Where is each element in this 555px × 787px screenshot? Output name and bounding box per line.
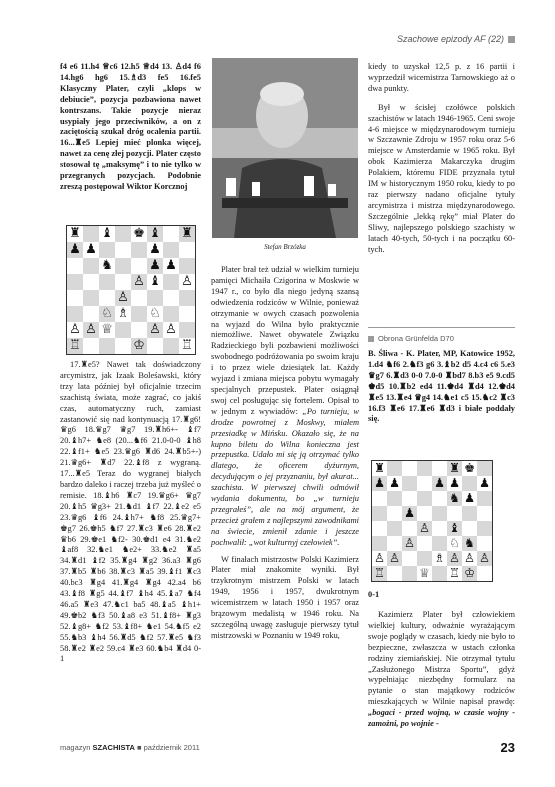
black-king-icon: ♚ <box>133 226 145 242</box>
board-square <box>432 506 447 521</box>
white-rook-icon: ♖ <box>448 566 461 581</box>
board-square <box>99 306 115 322</box>
board-square <box>83 258 99 274</box>
board-square <box>402 506 417 521</box>
board-square <box>115 338 131 354</box>
black-rook-icon: ♜ <box>373 461 386 476</box>
black-bishop-icon: ♝ <box>149 274 161 290</box>
header-title: Szachowe epizody AF (22) <box>396 34 504 44</box>
board-square <box>83 290 99 306</box>
board-square <box>477 506 492 521</box>
page-number: 23 <box>500 740 515 755</box>
board-square <box>131 290 147 306</box>
board-square <box>462 566 477 581</box>
board-square <box>417 476 432 491</box>
board-square <box>83 226 99 242</box>
board-square <box>131 226 147 242</box>
black-rook-icon: ♜ <box>181 226 193 242</box>
white-pawn-icon: ♙ <box>133 274 145 290</box>
board-square <box>67 290 83 306</box>
board-square <box>115 242 131 258</box>
board-square <box>432 461 447 476</box>
white-rook-icon: ♖ <box>69 338 81 354</box>
black-pawn-icon: ♟ <box>373 476 386 491</box>
board-square <box>477 536 492 551</box>
col2-para2: W finałach mistrzostw Polski Kazimierz Plater miał znakomite wyniki. Był trzykrotnym mistrzem Polski w latach 1949, 1956 i 1957, dwukrotnym wicemistrzem w latach 1950 i 1957 oraz brązowym medalistą w 1946 roku. Na szczególną uwagę zasługuje pierwszy tytuł mistrzowski w Poznaniu w 1949 roku, <box>211 554 359 640</box>
col2-para1 <box>211 265 359 549</box>
footer-issue: październik 2011 <box>143 743 200 752</box>
board-square <box>447 521 462 536</box>
col3-para2: Był w ścisłej czołówce polskich szachistów w latach 1946-1965. Ceni swoje 4-6 miejsce w międzynarodowym turnieju w Szczawnie Zdroju w 1957 roku oraz 5-6 miejsce w Amsterdamie w 1965 roku. Był obok Kazimierza Makarczyka drugim Polakiem, któremu FIDE przyznała tytuł IM w historycznym 1950 roku, kiedy to po raz pierwszy nadano oficjalne tytuły arcymistrza i mistrza międzynarodowego. Szczególnie „lekką rękę” miał Plater do Sliwy, najlepszego polskiego szachisty w latach 40-tych, 50-tych i na początku 60-tych. <box>368 102 515 254</box>
board-square <box>163 322 179 338</box>
white-knight-icon: ♘ <box>448 536 461 551</box>
board-square <box>417 536 432 551</box>
footer-magazine: magazyn SZACHISTA ■ październik 2011 <box>60 743 200 752</box>
black-knight-icon: ♞ <box>463 536 476 551</box>
col3-para3 <box>368 610 515 730</box>
board-square <box>163 338 179 354</box>
white-king-icon: ♔ <box>133 338 145 354</box>
black-rook-icon: ♜ <box>69 226 81 242</box>
black-pawn-icon: ♟ <box>69 242 81 258</box>
board-square <box>462 521 477 536</box>
board-square <box>67 226 83 242</box>
board-square <box>387 521 402 536</box>
page-footer <box>60 740 515 755</box>
header-square-icon <box>508 36 515 43</box>
board-square <box>99 274 115 290</box>
col2-para1-text: Plater brał też udział w wielkim turnieju pamięci Michaiła Czigorina w Moskwie w 1947 r., co było dla niego jedyną szansą odwiedzenia rodziców w Wilnie, ponieważ otrzymanie w owych czasach pozwolenia na wyjazd do Wilna było praktycznie niemożliwe. Nawet obywatele Związku Radzieckiego byli pozbawieni możliwości swobodnego podróżowania po swoim kraju i to przez wiele dziesiątek lat. Każdy wyjazd i zmiana miejsca pobytu wymagały specjalnych przepustek. Plater osiągnął swoj cel posługując się fortelem. Opisał to w jednym z wywiadów: <box>211 265 359 416</box>
white-rook-icon: ♖ <box>181 338 193 354</box>
column-3-top <box>368 62 515 255</box>
board-square <box>372 551 387 566</box>
col3-para3-quote: „bogaci - przed wojną, w czasie wojny - zamożni, po wojnie - <box>368 708 515 729</box>
white-pawn-icon: ♙ <box>418 521 431 536</box>
white-pawn-icon: ♙ <box>373 551 386 566</box>
board-square <box>432 521 447 536</box>
column-1-bottom <box>60 360 201 665</box>
board-square <box>179 226 195 242</box>
board-square <box>131 258 147 274</box>
game-result: 0-1 <box>368 590 380 599</box>
board-square <box>462 506 477 521</box>
board-square <box>115 274 131 290</box>
board-square <box>179 258 195 274</box>
black-pawn-icon: ♟ <box>433 476 446 491</box>
black-pawn-icon: ♟ <box>478 476 491 491</box>
black-pawn-icon: ♟ <box>149 242 161 258</box>
board-square <box>131 306 147 322</box>
black-knight-icon: ♞ <box>101 258 113 274</box>
board-square <box>447 491 462 506</box>
white-pawn-icon: ♙ <box>448 551 461 566</box>
white-pawn-icon: ♙ <box>181 274 193 290</box>
board-square <box>163 290 179 306</box>
player-photo <box>212 58 358 238</box>
board-square <box>387 551 402 566</box>
board-square <box>147 322 163 338</box>
board-square <box>372 536 387 551</box>
board-square <box>402 491 417 506</box>
board-square <box>99 322 115 338</box>
board-square <box>163 306 179 322</box>
board-square <box>115 226 131 242</box>
board-square <box>432 536 447 551</box>
board-square <box>83 322 99 338</box>
board-square <box>387 491 402 506</box>
black-pawn-icon: ♟ <box>85 242 97 258</box>
board-square <box>147 290 163 306</box>
board-square <box>67 306 83 322</box>
board-square <box>417 566 432 581</box>
board-square <box>147 306 163 322</box>
board-square <box>432 566 447 581</box>
white-pawn-icon: ♙ <box>463 551 476 566</box>
photo-illustration <box>212 58 358 238</box>
col3-para1: kiedy to uzyskał 12,5 p. z 16 partii i wyprzedził wicemistrza Tarnowskiego aż o dwa punkty. <box>368 62 515 93</box>
board-square <box>447 476 462 491</box>
board-square <box>372 566 387 581</box>
black-king-icon: ♚ <box>463 461 476 476</box>
board-square <box>417 491 432 506</box>
game-moves: B. Śliwa - K. Plater, MP, Katowice 1952, 1.d4 ♞f6 2.♞f3 g6 3.♝b2 d5 4.c4 c6 5.e3 ♛g7 6.♜d3 0-0 7.0-0 ♜bd7 8.b3 e5 9.cd5 ♚d5 10.♜b2 ed4 11.♚d4 ♜d4 12.♚d4 ♜e5 13.♜e4 ♛g4 14.♞e1 c5 15.♞c2 ♜c3 16.f3 ♜e6 17.♜e6 ♜d3 i białe poddały się. <box>368 349 515 424</box>
board-square <box>372 491 387 506</box>
board-square <box>179 306 195 322</box>
opening-name: Obrona Grünfelda D70 <box>378 334 454 343</box>
column-1-top <box>60 62 201 193</box>
col1-para1: f4 e6 11.h4 ♕c6 12.h5 ♕d4 13. ♙d4 f6 14.hg6 hg6 15.♗d3 fe5 16.fe5 Klasyczny Plater, czyli „klops w debiucie”, pozycja pozbawiona nawet kontrszans. Takie pozycje nieraz usypiały jego przeciwników, a on z zaciętością szukał dróg ocalenia partii. 16...♜e5 Lepiej mieć plonka więcej, nawet za cenę złej pozycji. Plater często stosował tę „maksymę” i to nie tylko w przegranych pozycjach. Podobnie zreszą postępował Wiktor Korcznoj <box>60 62 201 191</box>
black-pawn-icon: ♟ <box>448 476 461 491</box>
board-square <box>432 551 447 566</box>
board-square <box>447 461 462 476</box>
white-queen-icon: ♕ <box>101 322 113 338</box>
white-pawn-icon: ♙ <box>388 551 401 566</box>
board-square <box>83 338 99 354</box>
board-square <box>372 461 387 476</box>
section-square-icon <box>368 336 374 342</box>
board-square <box>147 242 163 258</box>
board-square <box>179 322 195 338</box>
white-pawn-icon: ♙ <box>149 322 161 338</box>
board-square <box>447 506 462 521</box>
board-square <box>67 274 83 290</box>
board-square <box>402 551 417 566</box>
white-bishop-icon: ♗ <box>117 306 129 322</box>
board-square <box>131 242 147 258</box>
board-square <box>417 551 432 566</box>
board-square <box>179 242 195 258</box>
black-knight-icon: ♞ <box>448 491 461 506</box>
board-square <box>462 491 477 506</box>
board-square <box>99 258 115 274</box>
board-square <box>462 461 477 476</box>
black-bishop-icon: ♝ <box>101 226 113 242</box>
board-square <box>147 226 163 242</box>
section-divider <box>368 327 515 328</box>
chess-diagram-2 <box>371 460 493 582</box>
white-bishop-icon: ♗ <box>433 551 446 566</box>
board-square <box>417 521 432 536</box>
black-bishop-icon: ♝ <box>149 226 161 242</box>
board-square <box>83 242 99 258</box>
board-square <box>387 476 402 491</box>
board-square <box>131 338 147 354</box>
col2-quote: „Po turnieju, w drodze powrotnej z Moskwy, miałem przesiadkę w Mińsku. Okazało się, że na kupno biletu do Wilna konieczna jest przepustka. Udało mi się ją otrzymać tylko dlatego, że oficerem dyżurnym, decydującym o jej przyznaniu, był akurat... szachista. W pierwszej chwili odmówił wydania dokumentu, bo „w turnieju przegrałeś”, ale na mój argument, że przecież grałem z najlepszymi zawodnikami na świecie, zmienił zdanie i jeszcze pochwalił: „wot kulturnyj czełowiek”. <box>211 406 359 547</box>
chess-diagram-1 <box>66 225 196 355</box>
black-pawn-icon: ♟ <box>403 506 416 521</box>
black-pawn-icon: ♟ <box>165 258 177 274</box>
board-square <box>147 338 163 354</box>
board-square <box>83 274 99 290</box>
board-square <box>372 476 387 491</box>
board-square <box>477 476 492 491</box>
white-pawn-icon: ♙ <box>403 536 416 551</box>
white-pawn-icon: ♙ <box>117 290 129 306</box>
board-square <box>402 476 417 491</box>
col1-para2: 17.♜e5? Nawet tak doświadczony arcymistrz, jak Izaak Boleśawski, który trzy lata później był oficjalnie trzecim szachistą świata, może zagrać, co jakiś czas, automatyczny ruch, zamiast zastanowić się nad kontynuacją 17.♜g6! ♛g6 18.♛g7 ♛g7 19.♜h6+- ♝f7 20.♝h7+ ♞e8 (20...♞f6 21.0-0-0 ♝h8 22.♝f1+ ♞e5 23.♛g6 ♜d6 24.♜b5+-) 21.♛g6+ ♜d7 22.♝f8 z wygraną. 17...♜e5 Teraz do wygranej białych bardzo daleko i raczej trzeba już myśleć o remisie. 18.♝h6 ♜c7 19.♛g6+ ♛g7 20.♝h5 ♛g3+ 21.♞d1 ♝f7 22.♝e2 e5 23.♛g6 ♝f6 24.♝h7+ ♞f8 25.♛g7+ ♚g7 26.♚h5 ♞f7 27.♜c3 ♜e6 28.♜e2 ♛b6 29.♚e1 ♞f2- 30.♚d1 e4 31.♞e2 ♝af8 32.♞e1 ♞e2+ 33.♞e2 ♜a5 34.♜d1 ♝f2 35.♜g4 ♜g2 36.a3 ♜g6 37.♜b5 ♜b6 38.♜c3 ♜a5 39.♝f1 ♜c3 40.bc3 ♜g4 41.♜g4 ♜g4 42.a4 b6 43.♝f8 ♜g5 44.♝f7 ♝h4 45.♝a7 ♞f4 46.a5 ♜e3 47.♞c1 ba5 48.♝a5 ♝h1+ 49.♚b2 ♞f3 50.♝a8 e3 51.♝f8+ ♜g3 52.♝g8+ ♞f2 53.♝f8+ ♞e1 54.♞f5 e2 55.♞b3 ♝h4 56.♜d5 ♞f2 57.♜e5 ♞f3 58.♜e2 ♜e2 59.c4 ♜e3 60.♞b4 ♜d4 0-1 <box>60 360 201 664</box>
board-square <box>131 322 147 338</box>
black-pawn-icon: ♟ <box>388 476 401 491</box>
board-square <box>477 491 492 506</box>
board-square <box>147 258 163 274</box>
board-square <box>387 506 402 521</box>
black-pawn-icon: ♟ <box>463 491 476 506</box>
board-square <box>163 274 179 290</box>
board-square <box>115 322 131 338</box>
footer-mag-label: magazyn <box>60 743 91 752</box>
board-square <box>115 290 131 306</box>
white-pawn-icon: ♙ <box>69 322 81 338</box>
board-square <box>115 258 131 274</box>
white-queen-icon: ♕ <box>418 566 431 581</box>
board-square <box>477 566 492 581</box>
board-square <box>402 461 417 476</box>
result-line <box>368 590 515 601</box>
white-knight-icon: ♘ <box>101 306 113 322</box>
board-square <box>99 290 115 306</box>
board-square <box>67 338 83 354</box>
black-pawn-icon: ♟ <box>149 258 161 274</box>
board-square <box>83 306 99 322</box>
column-2 <box>211 265 359 642</box>
board-square <box>477 551 492 566</box>
board-square <box>67 258 83 274</box>
white-knight-icon: ♘ <box>149 306 161 322</box>
board-square <box>147 274 163 290</box>
board-square <box>477 461 492 476</box>
board-square <box>99 226 115 242</box>
board-square <box>115 306 131 322</box>
running-header <box>397 34 515 44</box>
black-bishop-icon: ♝ <box>448 521 461 536</box>
board-square <box>99 242 115 258</box>
board-square <box>417 506 432 521</box>
game-score <box>368 349 515 425</box>
board-square <box>163 258 179 274</box>
opening-label <box>368 334 454 343</box>
board-square <box>163 242 179 258</box>
board-square <box>372 506 387 521</box>
board-square <box>179 274 195 290</box>
board-square <box>163 226 179 242</box>
col3-para3-text: Kazimierz Plater był człowiekiem wielkiej kultury, odważnie wyrażającym swoje poglądy w czasach, kiedy nie było to bezpieczne, zwłaszcza w ustach członka rodziny ziemiańskiej. Nie otrzymał tytułu „Zasłużonego Mistrza Sportu”, gdyż wypełniając niezbędny formularz na pytanie o stan majątkowy rodziców mieszkających w Wilnie napisał prawdę: <box>368 610 515 707</box>
board-square <box>417 461 432 476</box>
board-square <box>387 536 402 551</box>
board-square <box>67 322 83 338</box>
black-rook-icon: ♜ <box>448 461 461 476</box>
board-square <box>432 491 447 506</box>
board-square <box>179 338 195 354</box>
board-square <box>99 338 115 354</box>
white-pawn-icon: ♙ <box>478 551 491 566</box>
board-square <box>387 461 402 476</box>
board-square <box>462 476 477 491</box>
footer-mag-name: SZACHISTA <box>92 743 135 752</box>
photo-caption: Stefan Brzózka <box>264 243 306 251</box>
white-pawn-icon: ♙ <box>165 322 177 338</box>
board-square <box>462 536 477 551</box>
white-rook-icon: ♖ <box>373 566 386 581</box>
board-square <box>402 566 417 581</box>
board-square <box>447 566 462 581</box>
board-square <box>477 521 492 536</box>
board-square <box>432 476 447 491</box>
board-square <box>462 551 477 566</box>
board-square <box>372 521 387 536</box>
white-pawn-icon: ♙ <box>85 322 97 338</box>
white-king-icon: ♔ <box>463 566 476 581</box>
column-3-bottom <box>368 610 515 730</box>
board-square <box>447 551 462 566</box>
board-square <box>402 521 417 536</box>
board-square <box>131 274 147 290</box>
board-square <box>447 536 462 551</box>
board-square <box>402 536 417 551</box>
board-square <box>179 290 195 306</box>
board-square <box>67 242 83 258</box>
board-square <box>387 566 402 581</box>
